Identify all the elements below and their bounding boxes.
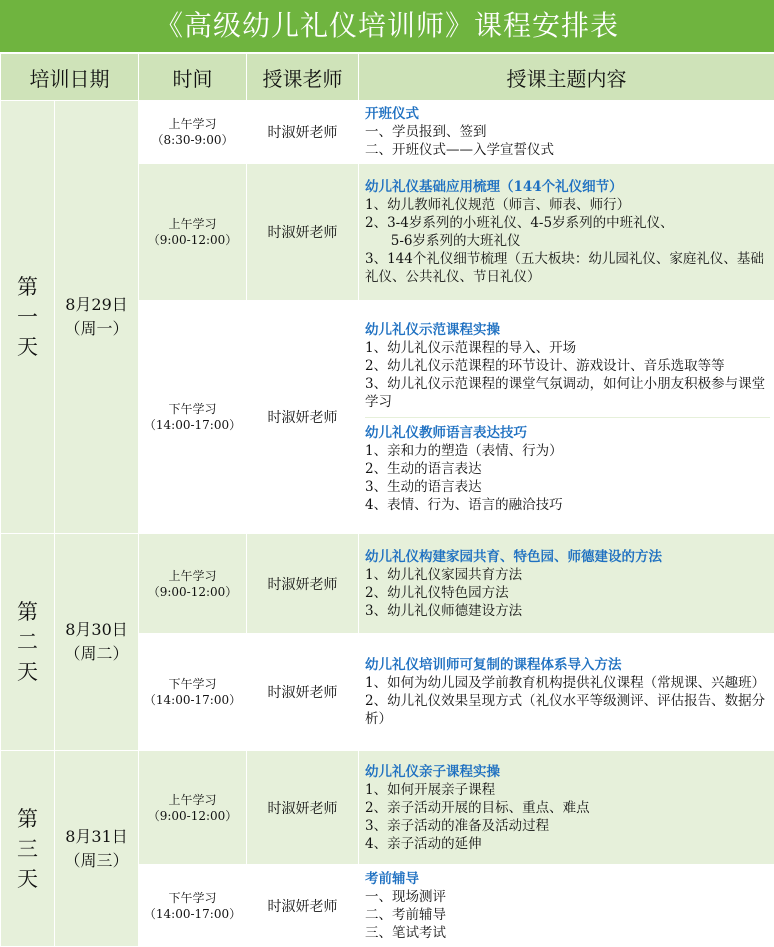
topic-title: 幼儿礼仪基础应用梳理（144个礼仪细节） bbox=[365, 178, 770, 196]
session-period: 上午学习 bbox=[139, 116, 246, 132]
topic-block bbox=[365, 417, 770, 514]
topic-line: 三、笔试考试 bbox=[365, 924, 770, 942]
header-time: 时间 bbox=[139, 54, 247, 101]
topic-line: 3、幼儿礼仪示范课程的课堂气氛调动，如何让小朋友积极参与课堂学习 bbox=[365, 375, 770, 411]
topic-block bbox=[365, 870, 770, 942]
topic-line: 1、如何开展亲子课程 bbox=[365, 781, 770, 799]
day-label bbox=[1, 751, 55, 947]
topic-title: 幼儿礼仪教师语言表达技巧 bbox=[365, 424, 770, 442]
teacher-name: 时淑妍老师 bbox=[247, 865, 359, 947]
topic-line: 3、亲子活动的准备及活动过程 bbox=[365, 817, 770, 835]
topic-line: 2、亲子活动开展的目标、重点、难点 bbox=[365, 799, 770, 817]
day-label-char: 第 bbox=[1, 597, 54, 627]
day-label-char: 天 bbox=[1, 864, 54, 894]
topic-block bbox=[365, 321, 770, 411]
topic-block bbox=[365, 763, 770, 853]
session-time: （9:00-12:00） bbox=[139, 584, 246, 600]
session-row bbox=[1, 101, 774, 164]
time-cell bbox=[139, 164, 247, 301]
teacher-name: 时淑妍老师 bbox=[247, 101, 359, 164]
teacher-name: 时淑妍老师 bbox=[247, 301, 359, 534]
content-cell bbox=[359, 751, 774, 865]
topic-title: 幼儿礼仪构建家园共育、特色园、师德建设的方法 bbox=[365, 548, 770, 566]
topic-line: 2、生动的语言表达 bbox=[365, 460, 770, 478]
day-label-char: 第 bbox=[1, 804, 54, 834]
topic-line: 2、幼儿礼仪效果呈现方式（礼仪水平等级测评、评估报告、数据分析） bbox=[365, 692, 770, 728]
topic-line: 二、考前辅导 bbox=[365, 906, 770, 924]
topic-line: 3、生动的语言表达 bbox=[365, 478, 770, 496]
topic-block bbox=[365, 548, 770, 620]
topic-line: 二、开班仪式——入学宣誓仪式 bbox=[365, 141, 770, 159]
session-time: （9:00-12:00） bbox=[139, 808, 246, 824]
topic-title: 开班仪式 bbox=[365, 105, 770, 123]
day-label-char: 天 bbox=[1, 332, 54, 362]
topic-line: 一、学员报到、签到 bbox=[365, 123, 770, 141]
topic-line: 4、亲子活动的延伸 bbox=[365, 835, 770, 853]
topic-line: 1、幼儿教师礼仪规范（师言、师表、师行） bbox=[365, 196, 770, 214]
header-teacher: 授课老师 bbox=[247, 54, 359, 101]
day-label-char: 第 bbox=[1, 272, 54, 302]
time-cell bbox=[139, 751, 247, 865]
day-label bbox=[1, 101, 55, 534]
topic-line: 2、幼儿礼仪特色园方法 bbox=[365, 584, 770, 602]
session-row bbox=[1, 534, 774, 634]
header-row bbox=[1, 54, 774, 101]
header-content: 授课主题内容 bbox=[359, 54, 774, 101]
topic-title: 幼儿礼仪培训师可复制的课程体系导入方法 bbox=[365, 656, 770, 674]
session-time: （9:00-12:00） bbox=[139, 232, 246, 248]
page-title: 《高级幼儿礼仪培训师》课程安排表 bbox=[0, 0, 774, 52]
session-time: （14:00-17:00） bbox=[139, 692, 246, 708]
content-cell bbox=[359, 101, 774, 164]
date-cell bbox=[55, 751, 139, 947]
date-cell bbox=[55, 534, 139, 751]
session-time: （14:00-17:00） bbox=[139, 417, 246, 433]
time-cell bbox=[139, 534, 247, 634]
topic-line: 4、表情、行为、语言的融洽技巧 bbox=[365, 496, 770, 514]
day-label-char: 天 bbox=[1, 657, 54, 687]
session-period: 上午学习 bbox=[139, 792, 246, 808]
topic-line: 2、3-4岁系列的小班礼仪、4-5岁系列的中班礼仪、 5-6岁系列的大班礼仪 bbox=[365, 214, 770, 250]
session-time: （14:00-17:00） bbox=[139, 906, 246, 922]
content-cell bbox=[359, 301, 774, 534]
weekday-value: （周三） bbox=[55, 849, 138, 873]
day-label-char: 二 bbox=[1, 627, 54, 657]
day-label bbox=[1, 534, 55, 751]
date-value: 8月31日 bbox=[55, 825, 138, 849]
day-label-char: 三 bbox=[1, 834, 54, 864]
topic-line: 1、亲和力的塑造（表情、行为） bbox=[365, 442, 770, 460]
topic-line: 一、现场测评 bbox=[365, 888, 770, 906]
weekday-value: （周二） bbox=[55, 642, 138, 666]
session-period: 上午学习 bbox=[139, 216, 246, 232]
topic-line: 3、144个礼仪细节梳理（五大板块：幼儿园礼仪、家庭礼仪、基础礼仪、公共礼仪、节日礼仪） bbox=[365, 250, 770, 286]
topic-title: 幼儿礼仪示范课程实操 bbox=[365, 321, 770, 339]
topic-block bbox=[365, 656, 770, 728]
teacher-name: 时淑妍老师 bbox=[247, 534, 359, 634]
teacher-name: 时淑妍老师 bbox=[247, 634, 359, 751]
date-value: 8月30日 bbox=[55, 618, 138, 642]
session-period: 下午学习 bbox=[139, 401, 246, 417]
session-period: 上午学习 bbox=[139, 568, 246, 584]
topic-block bbox=[365, 105, 770, 159]
topic-title: 考前辅导 bbox=[365, 870, 770, 888]
teacher-name: 时淑妍老师 bbox=[247, 751, 359, 865]
day-label-char: 一 bbox=[1, 302, 54, 332]
topic-line: 1、如何为幼儿园及学前教育机构提供礼仪课程（常规课、兴趣班） bbox=[365, 674, 770, 692]
time-cell bbox=[139, 301, 247, 534]
session-time: （8:30-9:00） bbox=[139, 132, 246, 148]
topic-block bbox=[365, 178, 770, 286]
topic-line: 2、幼儿礼仪示范课程的环节设计、游戏设计、音乐选取等等 bbox=[365, 357, 770, 375]
session-row bbox=[1, 751, 774, 865]
weekday-value: （周一） bbox=[55, 317, 138, 341]
content-cell bbox=[359, 164, 774, 301]
header-date: 培训日期 bbox=[1, 54, 139, 101]
time-cell bbox=[139, 101, 247, 164]
content-cell bbox=[359, 634, 774, 751]
topic-title: 幼儿礼仪亲子课程实操 bbox=[365, 763, 770, 781]
topic-line: 1、幼儿礼仪示范课程的导入、开场 bbox=[365, 339, 770, 357]
time-cell bbox=[139, 634, 247, 751]
date-cell bbox=[55, 101, 139, 534]
date-value: 8月29日 bbox=[55, 293, 138, 317]
session-period: 下午学习 bbox=[139, 676, 246, 692]
content-cell bbox=[359, 865, 774, 947]
teacher-name: 时淑妍老师 bbox=[247, 164, 359, 301]
topic-line: 3、幼儿礼仪师德建设方法 bbox=[365, 602, 770, 620]
time-cell bbox=[139, 865, 247, 947]
content-cell bbox=[359, 534, 774, 634]
session-period: 下午学习 bbox=[139, 890, 246, 906]
schedule-table bbox=[0, 53, 774, 947]
topic-line: 1、幼儿礼仪家园共育方法 bbox=[365, 566, 770, 584]
